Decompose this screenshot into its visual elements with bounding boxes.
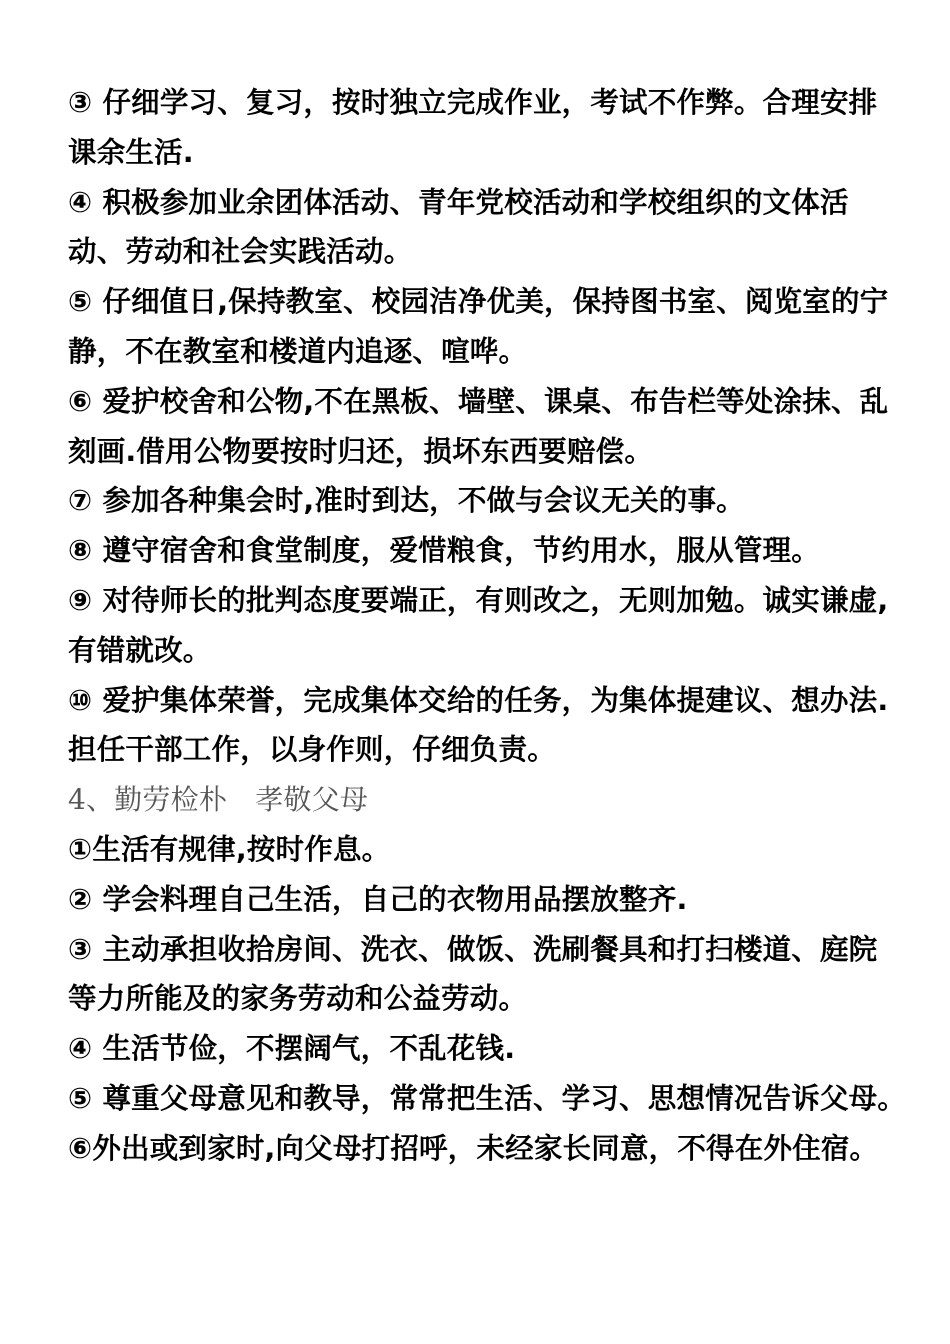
document-page [68, 78, 921, 1174]
rule-item-5: ⑤ 仔细值日,保持教室、校园洁净优美，保持图书室、阅览室的宁静，不在教室和楼道内追逐、喧哗。 [68, 285, 889, 368]
section-item-1: ①生活有规律,按时作息。 [68, 832, 391, 866]
rule-item-8: ⑧ 遵守宿舍和食堂制度，爱惜粮食，节约用水，服从管理。 [68, 534, 820, 568]
rule-item-10: ⑩ 爱护集体荣誉，完成集体交给的任务，为集体提建议、想办法.担任干部工作，以身作则，仔细负责。 [68, 683, 889, 767]
section-item-4: ④ 生活节俭，不摆阔气，不乱花钱. [68, 1032, 516, 1066]
rule-item-6: ⑥ 爱护校舍和公物,不在黑板、墙壁、课桌、布告栏等处涂抹、乱刻画.借用公物要按时归还，损坏东西要赔偿。 [68, 384, 889, 468]
rule-item-4: ④ 积极参加业余团体活动、青年党校活动和学校组织的文体活动、劳动和社会实践活动。 [68, 185, 849, 269]
rule-item-7: ⑦ 参加各种集会时,准时到达，不做与会议无关的事。 [68, 484, 745, 518]
section-heading: 4、勤劳检朴 孝敬父母 [68, 783, 369, 817]
section-item-5: ⑤ 尊重父母意见和教导，常常把生活、学习、思想情况告诉父母。 ⑥外出或到家时,向父母打招呼，未经家长同意，不得在外住宿。 [68, 1081, 921, 1165]
section-item-2: ② 学会料理自己生活，自己的衣物用品摆放整齐. [68, 882, 688, 916]
rule-item-3: ③ 仔细学习、复习，按时独立完成作业，考试不作弊。合理安排课余生活. [68, 86, 878, 169]
rule-item-9: ⑨ 对待师长的批判态度要端正，有则改之，无则加勉。诚实谦虚,有错就改。 [68, 583, 889, 667]
section-item-3: ③ 主动承担收拾房间、洗衣、做饭、洗刷餐具和打扫楼道、庭院等力所能及的家务劳动和公益劳动。 [68, 932, 878, 1016]
